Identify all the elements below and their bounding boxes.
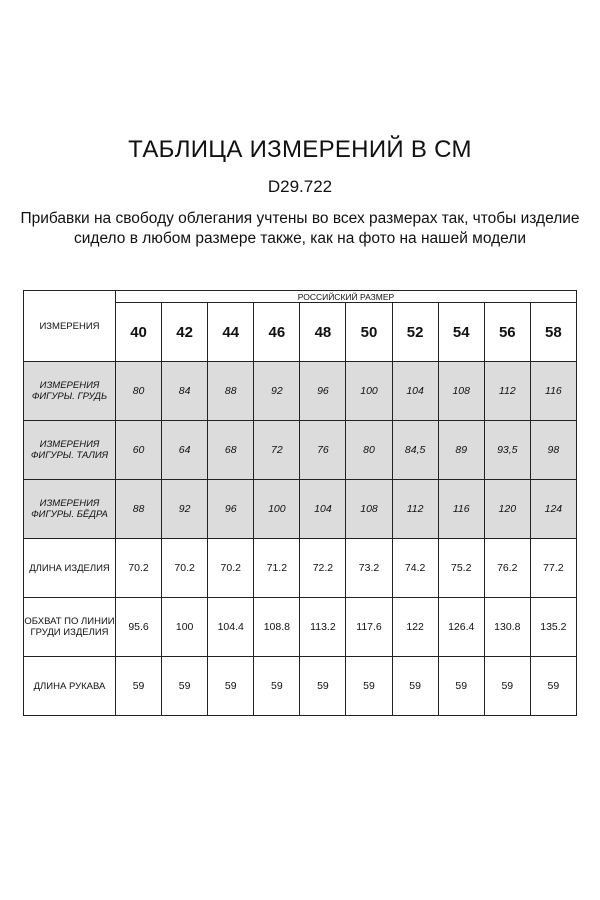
table-cell: 68 (208, 421, 254, 480)
table-cell: 72 (254, 421, 300, 480)
table-cell: 70.2 (162, 539, 208, 598)
table-cell: 112 (484, 362, 530, 421)
fit-note: Прибавки на свободу облегания учтены во всех размерах так, чтобы изделие сидело в любом размере также, как на фото на нашей модели (20, 210, 580, 247)
table-cell: 108 (438, 362, 484, 421)
row-label: ИЗМЕРЕНИЯ ФИГУРЫ. БЁДРА (24, 480, 116, 539)
table-cell: 59 (438, 657, 484, 716)
table-cell: 72.2 (300, 539, 346, 598)
table-cell: 93,5 (484, 421, 530, 480)
table-row (24, 421, 577, 480)
table-cell: 88 (208, 362, 254, 421)
table-cell: 113.2 (300, 598, 346, 657)
table-cell: 130.8 (484, 598, 530, 657)
table-row (24, 598, 577, 657)
table-cell: 59 (162, 657, 208, 716)
table-cell: 64 (162, 421, 208, 480)
size-header-cell: 48 (300, 303, 346, 362)
table-cell: 88 (116, 480, 162, 539)
table-cell: 60 (116, 421, 162, 480)
table-cell: 59 (208, 657, 254, 716)
table-cell: 70.2 (208, 539, 254, 598)
size-group-header: РОССИЙСКИЙ РАЗМЕР (116, 291, 577, 303)
table-row (24, 362, 577, 421)
table-row (24, 480, 577, 539)
row-label: ДЛИНА РУКАВА (24, 657, 116, 716)
table-cell: 59 (116, 657, 162, 716)
table-cell: 96 (300, 362, 346, 421)
table-cell: 89 (438, 421, 484, 480)
table-cell: 122 (392, 598, 438, 657)
size-header-cell: 52 (392, 303, 438, 362)
row-label: ОБХВАТ ПО ЛИНИИ ГРУДИ ИЗДЕЛИЯ (24, 598, 116, 657)
table-cell: 84 (162, 362, 208, 421)
table-cell: 124 (530, 480, 576, 539)
table-cell: 73.2 (346, 539, 392, 598)
table-cell: 74.2 (392, 539, 438, 598)
row-label: ИЗМЕРЕНИЯ ФИГУРЫ. ТАЛИЯ (24, 421, 116, 480)
table-cell: 59 (530, 657, 576, 716)
table-cell: 108.8 (254, 598, 300, 657)
table-cell: 80 (116, 362, 162, 421)
table-cell: 104.4 (208, 598, 254, 657)
table-cell: 77.2 (530, 539, 576, 598)
size-header-cell: 42 (162, 303, 208, 362)
table-cell: 108 (346, 480, 392, 539)
table-cell: 100 (254, 480, 300, 539)
table-cell: 59 (392, 657, 438, 716)
size-table (23, 290, 577, 716)
table-cell: 116 (438, 480, 484, 539)
table-body (24, 362, 577, 716)
row-label: ДЛИНА ИЗДЕЛИЯ (24, 539, 116, 598)
table-cell: 116 (530, 362, 576, 421)
table-cell: 96 (208, 480, 254, 539)
table-cell: 84,5 (392, 421, 438, 480)
table-cell: 104 (300, 480, 346, 539)
page-title: ТАБЛИЦА ИЗМЕРЕНИЙ В СМ (128, 136, 472, 163)
table-cell: 59 (254, 657, 300, 716)
size-header-cell: 46 (254, 303, 300, 362)
table-cell: 70.2 (116, 539, 162, 598)
table-cell: 59 (484, 657, 530, 716)
table-cell: 76.2 (484, 539, 530, 598)
table-cell: 100 (162, 598, 208, 657)
table-cell: 100 (346, 362, 392, 421)
size-header-cell: 44 (208, 303, 254, 362)
table-cell: 59 (300, 657, 346, 716)
table-cell: 104 (392, 362, 438, 421)
table-cell: 92 (162, 480, 208, 539)
table-cell: 98 (530, 421, 576, 480)
table-row (24, 657, 577, 716)
table-cell: 126.4 (438, 598, 484, 657)
row-label: ИЗМЕРЕНИЯ ФИГУРЫ. ГРУДЬ (24, 362, 116, 421)
product-code: D29.722 (267, 177, 333, 196)
table-cell: 71.2 (254, 539, 300, 598)
table-cell: 92 (254, 362, 300, 421)
table-cell: 80 (346, 421, 392, 480)
size-header-cell: 50 (346, 303, 392, 362)
table-cell: 112 (392, 480, 438, 539)
table-cell: 120 (484, 480, 530, 539)
size-header-cell: 40 (116, 303, 162, 362)
size-header-cell: 56 (484, 303, 530, 362)
table-cell: 76 (300, 421, 346, 480)
table-cell: 59 (346, 657, 392, 716)
table-cell: 95.6 (116, 598, 162, 657)
size-header-cell: 54 (438, 303, 484, 362)
size-header-cell: 58 (530, 303, 576, 362)
table-row (24, 539, 577, 598)
table-cell: 117.6 (346, 598, 392, 657)
corner-label: ИЗМЕРЕНИЯ (24, 291, 116, 362)
table-cell: 75.2 (438, 539, 484, 598)
table-cell: 135.2 (530, 598, 576, 657)
